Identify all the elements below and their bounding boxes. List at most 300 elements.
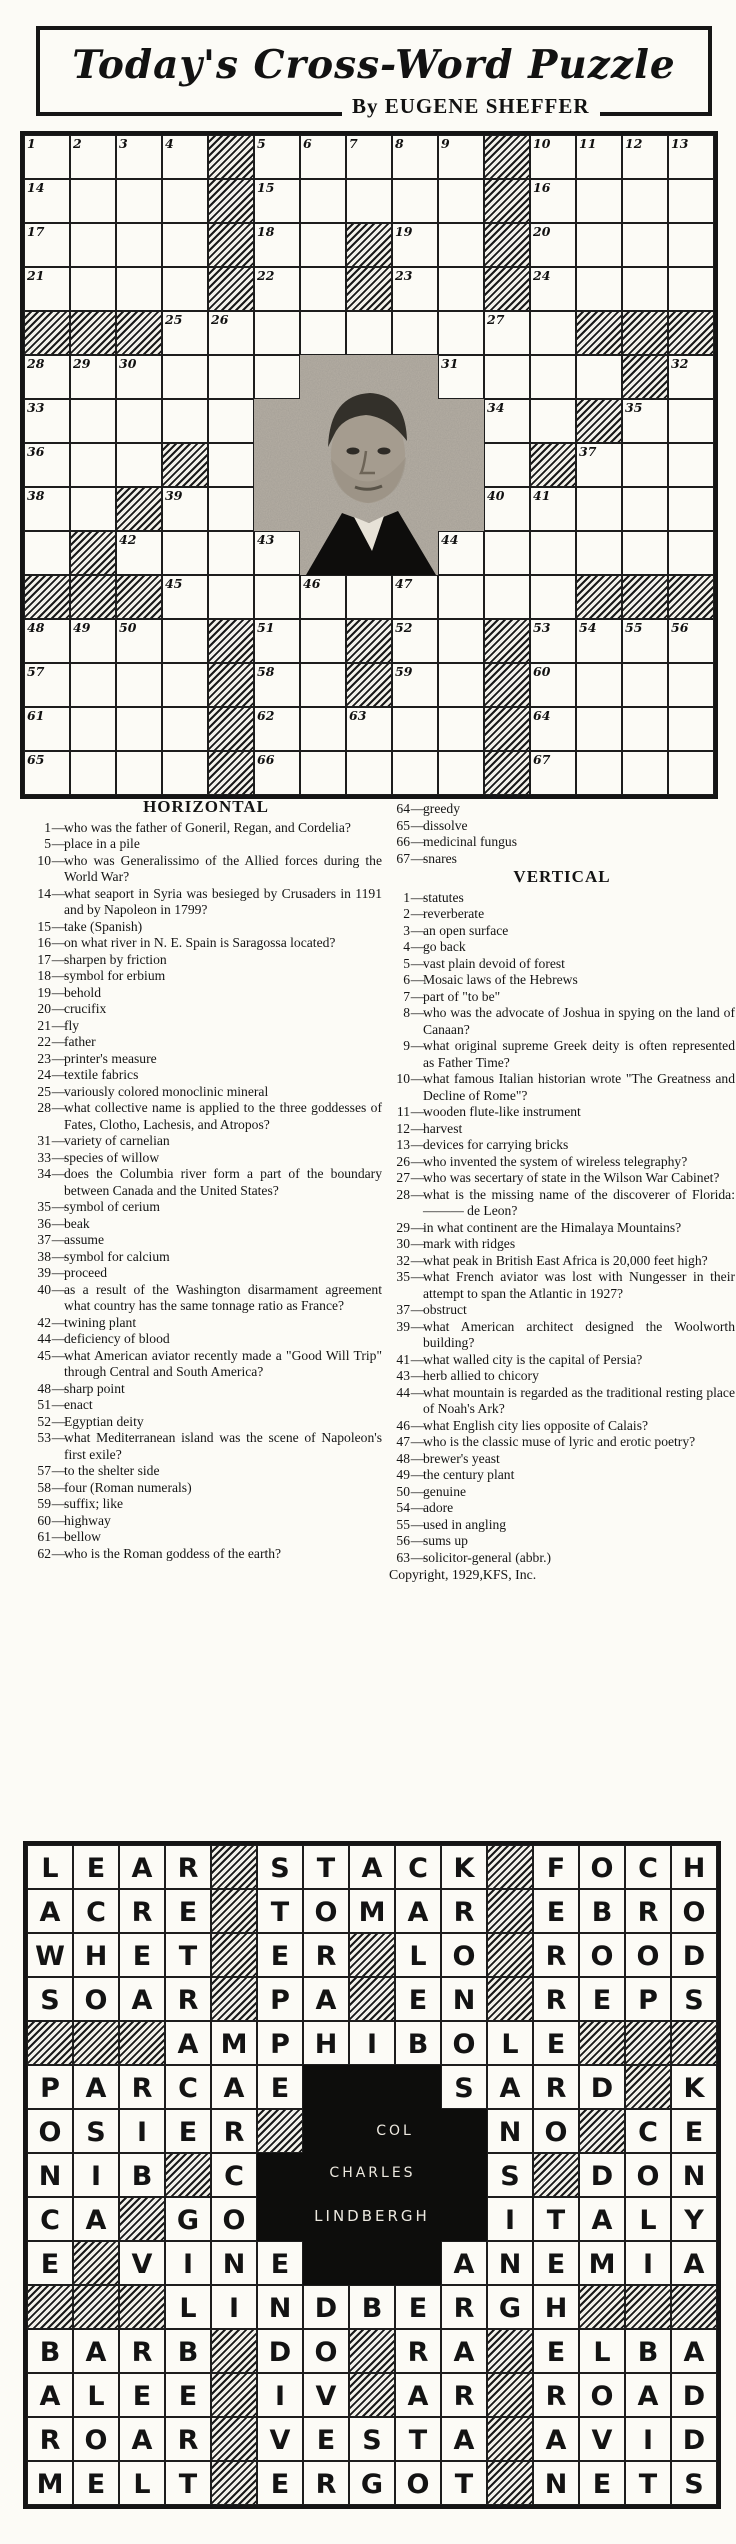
puzzle-cell[interactable] (300, 135, 346, 179)
cell-number: 57 (27, 664, 45, 679)
puzzle-cell[interactable] (530, 223, 576, 267)
puzzle-cell[interactable] (116, 267, 162, 311)
puzzle-cell[interactable] (300, 575, 346, 619)
solution-cell (625, 1889, 671, 1933)
puzzle-cell[interactable] (162, 223, 208, 267)
puzzle-cell[interactable] (300, 707, 346, 751)
clue-dash: — (410, 1351, 423, 1367)
solution-cell-black (73, 2241, 119, 2285)
puzzle-cell[interactable] (254, 179, 300, 223)
puzzle-cell[interactable] (530, 751, 576, 795)
puzzle-cell[interactable] (162, 487, 208, 531)
puzzle-cell[interactable] (484, 531, 530, 575)
puzzle-cell[interactable] (438, 311, 484, 355)
solution-cell (579, 1977, 625, 2021)
solution-cell (211, 2109, 257, 2153)
solution-cell (303, 1845, 349, 1889)
solution-letter: D (268, 2336, 292, 2368)
clue-text: highway (64, 1512, 111, 1528)
puzzle-cell[interactable] (162, 311, 208, 355)
puzzle-cell[interactable] (116, 223, 162, 267)
solution-letter: E (178, 1896, 198, 1928)
puzzle-cell[interactable] (24, 619, 70, 663)
clue-60 (30, 1513, 382, 1530)
puzzle-cell[interactable] (116, 619, 162, 663)
puzzle-cell[interactable] (438, 355, 484, 399)
puzzle-cell[interactable] (116, 751, 162, 795)
puzzle-cell[interactable] (116, 179, 162, 223)
solution-cell (487, 2021, 533, 2065)
puzzle-cell[interactable] (24, 355, 70, 399)
solution-cell (625, 2329, 671, 2373)
vertical-header: VERTICAL (513, 867, 611, 886)
puzzle-cell[interactable] (208, 311, 254, 355)
clue-30 (389, 1236, 735, 1253)
puzzle-cell[interactable] (438, 135, 484, 179)
puzzle-cell[interactable] (668, 707, 714, 751)
puzzle-cell[interactable] (392, 575, 438, 619)
puzzle-cell[interactable] (622, 223, 668, 267)
puzzle-cell[interactable] (438, 531, 484, 575)
puzzle-cell[interactable] (24, 707, 70, 751)
cell-number: 34 (487, 400, 505, 415)
solution-letter: E (178, 2116, 198, 2148)
clue-text: what American aviator recently made a "Good Will Trip" through Central and South America? (64, 1347, 382, 1379)
clue-35 (30, 1199, 382, 1216)
solution-cell (257, 2241, 303, 2285)
clue-42 (30, 1315, 382, 1332)
puzzle-cell[interactable] (622, 619, 668, 663)
puzzle-cell[interactable] (70, 223, 116, 267)
solution-letter: A (683, 2336, 705, 2368)
puzzle-cell[interactable] (530, 619, 576, 663)
solution-cell (165, 2241, 211, 2285)
puzzle-cell[interactable] (484, 355, 530, 399)
solution-letter: R (39, 2424, 61, 2456)
clue-number: 15 (37, 918, 51, 934)
puzzle-cell[interactable] (208, 531, 254, 575)
puzzle-cell[interactable] (24, 135, 70, 179)
puzzle-cell[interactable] (668, 443, 714, 487)
solution-cell (533, 2065, 579, 2109)
puzzle-cell[interactable] (668, 135, 714, 179)
puzzle-cell[interactable] (24, 443, 70, 487)
puzzle-cell[interactable] (162, 399, 208, 443)
puzzle-cell[interactable] (530, 311, 576, 355)
puzzle-cell[interactable] (576, 223, 622, 267)
solution-letter: S (500, 2160, 520, 2192)
puzzle-cell[interactable] (162, 751, 208, 795)
solution-cell (671, 2373, 717, 2417)
cell-number: 7 (349, 136, 358, 151)
solution-cell-black (349, 1933, 395, 1977)
cell-number: 54 (579, 620, 597, 635)
clue-text: what American architect designed the Woolworth building? (423, 1318, 735, 1350)
puzzle-cell[interactable] (438, 751, 484, 795)
puzzle-cell[interactable] (24, 179, 70, 223)
puzzle-cell[interactable] (70, 663, 116, 707)
puzzle-cell[interactable] (162, 355, 208, 399)
clue-number: 34 (37, 1166, 51, 1181)
solution-cell-center (349, 2241, 395, 2285)
puzzle-cell[interactable] (24, 663, 70, 707)
puzzle-cell[interactable] (254, 311, 300, 355)
puzzle-cell[interactable] (622, 179, 668, 223)
solution-cell (533, 2285, 579, 2329)
puzzle-cell[interactable] (622, 707, 668, 751)
puzzle-cell[interactable] (70, 619, 116, 663)
puzzle-cell[interactable] (70, 399, 116, 443)
solution-letter: R (453, 2380, 475, 2412)
solution-cell (671, 1933, 717, 1977)
solution-letter: R (177, 1984, 199, 2016)
puzzle-cell-black (162, 443, 208, 487)
solution-cell (73, 2065, 119, 2109)
clue-text: brewer's yeast (423, 1450, 500, 1466)
clue-dash: — (410, 1384, 423, 1400)
solution-cell (165, 2065, 211, 2109)
puzzle-cell[interactable] (530, 487, 576, 531)
puzzle-cell[interactable] (576, 487, 622, 531)
puzzle-cell[interactable] (24, 267, 70, 311)
puzzle-cell[interactable] (162, 135, 208, 179)
puzzle-cell[interactable] (116, 399, 162, 443)
solution-letter: B (637, 2336, 659, 2368)
puzzle-cell[interactable] (576, 531, 622, 575)
puzzle-cell[interactable] (70, 751, 116, 795)
puzzle-cell[interactable] (392, 223, 438, 267)
puzzle-cell[interactable] (300, 311, 346, 355)
solution-cell (257, 2373, 303, 2417)
clue-28 (389, 1187, 735, 1220)
cell-number: 41 (533, 488, 551, 503)
clue-text: what original supreme Greek deity is often represented as Father Time? (423, 1038, 735, 1070)
puzzle-cell[interactable] (300, 179, 346, 223)
puzzle-cell[interactable] (484, 443, 530, 487)
puzzle-cell[interactable] (392, 619, 438, 663)
puzzle-cell-black (668, 311, 714, 355)
puzzle-cell[interactable] (530, 399, 576, 443)
puzzle-cell[interactable] (346, 707, 392, 751)
puzzle-cell[interactable] (576, 355, 622, 399)
puzzle-cell[interactable] (484, 575, 530, 619)
solution-cell (27, 2241, 73, 2285)
solution-cell-black (579, 2109, 625, 2153)
cell-number: 25 (165, 312, 183, 327)
clue-text: who was the advocate of Joshua in spying on the land of Canaan? (423, 1005, 735, 1037)
puzzle-cell[interactable] (208, 399, 254, 443)
puzzle-cell[interactable] (438, 267, 484, 311)
puzzle-cell[interactable] (576, 267, 622, 311)
cell-number: 48 (27, 620, 45, 635)
solution-letter: O (636, 1940, 660, 1972)
puzzle-cell[interactable] (70, 707, 116, 751)
clue-7 (389, 989, 735, 1006)
solution-cell-black (211, 1889, 257, 1933)
solution-cell (395, 1845, 441, 1889)
puzzle-cell[interactable] (438, 179, 484, 223)
clue-dash: — (410, 1500, 423, 1515)
puzzle-cell[interactable] (576, 619, 622, 663)
solution-cell (119, 2329, 165, 2373)
puzzle-cell[interactable] (162, 267, 208, 311)
puzzle-cell[interactable] (162, 663, 208, 707)
puzzle-cell[interactable] (622, 751, 668, 795)
puzzle-cell[interactable] (576, 751, 622, 795)
puzzle-cell[interactable] (70, 487, 116, 531)
puzzle-cell[interactable] (300, 223, 346, 267)
clue-text: suffix; like (64, 1496, 124, 1511)
puzzle-cell[interactable] (346, 179, 392, 223)
clue-text: twining plant (64, 1314, 137, 1330)
puzzle-cell[interactable] (254, 663, 300, 707)
puzzle-cell[interactable] (70, 355, 116, 399)
clue-1 (30, 820, 382, 837)
puzzle-cell[interactable] (622, 487, 668, 531)
solution-cell (27, 2109, 73, 2153)
clue-40 (30, 1282, 382, 1315)
puzzle-cell-black (576, 575, 622, 619)
solution-cell (119, 2461, 165, 2505)
clue-43 (389, 1368, 735, 1385)
puzzle-cell[interactable] (116, 135, 162, 179)
puzzle-cell[interactable] (392, 311, 438, 355)
puzzle-cell[interactable] (622, 531, 668, 575)
puzzle-cell[interactable] (254, 531, 300, 575)
puzzle-cell[interactable] (530, 135, 576, 179)
solution-cell (73, 1889, 119, 1933)
clue-number: 49 (396, 1467, 410, 1482)
solution-cell-black (487, 1845, 533, 1889)
solution-cell (441, 2065, 487, 2109)
puzzle-cell[interactable] (668, 223, 714, 267)
solution-grid (23, 1841, 721, 2509)
clue-text: take (Spanish) (64, 918, 143, 934)
clue-37 (30, 1232, 382, 1249)
puzzle-cell[interactable] (24, 531, 70, 575)
puzzle-cell[interactable] (622, 443, 668, 487)
cell-number: 66 (257, 752, 275, 767)
puzzle-cell[interactable] (70, 135, 116, 179)
solution-letter: A (315, 1984, 337, 2016)
puzzle-cell[interactable] (162, 707, 208, 751)
puzzle-cell[interactable] (208, 487, 254, 531)
solution-letter: N (268, 2292, 292, 2324)
puzzle-cell[interactable] (576, 707, 622, 751)
clue-14 (30, 886, 382, 919)
clue-dash: — (410, 1137, 423, 1152)
puzzle-cell[interactable] (254, 575, 300, 619)
solution-cell (487, 2241, 533, 2285)
puzzle-cell[interactable] (300, 751, 346, 795)
puzzle-cell[interactable] (254, 223, 300, 267)
solution-letter: S (362, 2424, 382, 2456)
solution-cell (27, 2065, 73, 2109)
solution-letter: L (41, 1852, 59, 1884)
solution-cell (303, 2417, 349, 2461)
puzzle-cell[interactable] (162, 531, 208, 575)
solution-cell-black (73, 2021, 119, 2065)
clue-dash: — (51, 1331, 64, 1346)
puzzle-cell[interactable] (668, 487, 714, 531)
solution-cell-black (211, 1933, 257, 1977)
puzzle-cell[interactable] (254, 355, 300, 399)
puzzle-cell[interactable] (530, 531, 576, 575)
clue-number: 55 (396, 1516, 410, 1532)
solution-cell (257, 2417, 303, 2461)
puzzle-cell[interactable] (484, 487, 530, 531)
clue-text: as a result of the Washington disarmament agreement what country has the same tonnage ratio as France? (64, 1281, 382, 1313)
solution-cell-black (487, 2373, 533, 2417)
solution-cell (671, 2241, 717, 2285)
clue-text: beak (64, 1215, 90, 1231)
clue-text: four (Roman numerals) (64, 1479, 192, 1495)
puzzle-cell[interactable] (70, 443, 116, 487)
solution-cell (441, 2417, 487, 2461)
puzzle-cell[interactable] (530, 179, 576, 223)
puzzle-cell[interactable] (116, 663, 162, 707)
clue-number: 32 (396, 1252, 410, 1268)
puzzle-cell[interactable] (392, 179, 438, 223)
puzzle-cell-black (484, 135, 530, 179)
puzzle-cell[interactable] (438, 663, 484, 707)
puzzle-cell[interactable] (484, 399, 530, 443)
solution-cell (579, 2197, 625, 2241)
puzzle-cell[interactable] (162, 179, 208, 223)
puzzle-cell[interactable] (24, 751, 70, 795)
clue-text: crucifix (64, 1001, 107, 1016)
puzzle-cell-black (346, 619, 392, 663)
puzzle-cell-black (484, 179, 530, 223)
puzzle-cell[interactable] (438, 575, 484, 619)
solution-cell (73, 2461, 119, 2505)
puzzle-cell[interactable] (392, 135, 438, 179)
solution-cell (27, 2197, 73, 2241)
clue-number: 12 (396, 1120, 410, 1136)
clue-19 (30, 985, 382, 1002)
puzzle-cell[interactable] (208, 575, 254, 619)
solution-letter: T (270, 1896, 290, 1928)
solution-cell-black (487, 1933, 533, 1977)
puzzle-cell[interactable] (668, 663, 714, 707)
puzzle-cell[interactable] (254, 267, 300, 311)
puzzle-cell[interactable] (392, 267, 438, 311)
solution-letter: R (545, 2072, 567, 2104)
puzzle-cell[interactable] (438, 223, 484, 267)
clue-21 (30, 1018, 382, 1035)
solution-cell (27, 2329, 73, 2373)
puzzle-cell[interactable] (254, 751, 300, 795)
puzzle-cell[interactable] (622, 135, 668, 179)
puzzle-cell[interactable] (346, 575, 392, 619)
puzzle-cell[interactable] (208, 355, 254, 399)
clue-number: 19 (37, 984, 51, 1000)
puzzle-cell[interactable] (576, 443, 622, 487)
puzzle-cell[interactable] (576, 179, 622, 223)
puzzle-cell[interactable] (24, 399, 70, 443)
puzzle-cell[interactable] (622, 663, 668, 707)
clue-number: 39 (37, 1265, 51, 1280)
puzzle-cell[interactable] (668, 179, 714, 223)
puzzle-cell[interactable] (530, 267, 576, 311)
solution-cell (73, 2373, 119, 2417)
puzzle-cell[interactable] (668, 531, 714, 575)
puzzle-cell[interactable] (70, 179, 116, 223)
puzzle-cell[interactable] (530, 575, 576, 619)
puzzle-cell[interactable] (116, 531, 162, 575)
puzzle-cell[interactable] (530, 663, 576, 707)
clue-number: 1 (403, 889, 410, 905)
solution-letter: I (642, 2248, 654, 2280)
puzzle-cell[interactable] (300, 267, 346, 311)
puzzle-cell[interactable] (668, 267, 714, 311)
puzzle-cell[interactable] (208, 443, 254, 487)
puzzle-cell[interactable] (254, 707, 300, 751)
puzzle-cell[interactable] (24, 487, 70, 531)
puzzle-cell[interactable] (484, 311, 530, 355)
clue-number: 35 (37, 1199, 51, 1214)
puzzle-cell[interactable] (668, 751, 714, 795)
puzzle-cell[interactable] (346, 751, 392, 795)
clue-5 (30, 836, 382, 853)
solution-cell (487, 2285, 533, 2329)
clue-text: assume (64, 1232, 105, 1247)
clue-text: to the shelter side (64, 1463, 160, 1478)
clue-dash: — (51, 1496, 64, 1511)
puzzle-cell[interactable] (392, 707, 438, 751)
puzzle-cell[interactable] (116, 707, 162, 751)
solution-cell (165, 1889, 211, 1933)
puzzle-cell[interactable] (346, 135, 392, 179)
puzzle-cell[interactable] (346, 311, 392, 355)
puzzle-cell[interactable] (116, 355, 162, 399)
puzzle-cell-black (346, 267, 392, 311)
puzzle-cell[interactable] (254, 135, 300, 179)
puzzle-cell[interactable] (392, 751, 438, 795)
puzzle-cell[interactable] (668, 619, 714, 663)
puzzle-cell[interactable] (438, 707, 484, 751)
puzzle-cell[interactable] (438, 619, 484, 663)
solution-cell (671, 2329, 717, 2373)
puzzle-cell[interactable] (668, 355, 714, 399)
solution-letter: R (131, 2072, 153, 2104)
solution-letter: E (408, 1984, 428, 2016)
puzzle-cell[interactable] (300, 619, 346, 663)
puzzle-cell[interactable] (116, 443, 162, 487)
puzzle-cell[interactable] (392, 663, 438, 707)
clue-dash: — (51, 984, 64, 1000)
clue-number: 43 (396, 1368, 410, 1383)
puzzle-cell[interactable] (70, 267, 116, 311)
puzzle-cell[interactable] (622, 267, 668, 311)
puzzle-cell[interactable] (162, 619, 208, 663)
puzzle-cell[interactable] (254, 619, 300, 663)
puzzle-cell[interactable] (622, 399, 668, 443)
puzzle-cell[interactable] (576, 663, 622, 707)
puzzle-cell[interactable] (576, 135, 622, 179)
puzzle-cell[interactable] (668, 399, 714, 443)
puzzle-cell[interactable] (530, 355, 576, 399)
clue-dash: — (51, 1430, 64, 1445)
solution-cell-black (625, 2021, 671, 2065)
solution-cell (211, 2065, 257, 2109)
puzzle-cell[interactable] (24, 223, 70, 267)
byline: By EUGENE SHEFFER (342, 94, 600, 119)
puzzle-cell[interactable] (530, 707, 576, 751)
puzzle-cell[interactable] (300, 663, 346, 707)
puzzle-cell[interactable] (162, 575, 208, 619)
solution-cell (487, 2065, 533, 2109)
